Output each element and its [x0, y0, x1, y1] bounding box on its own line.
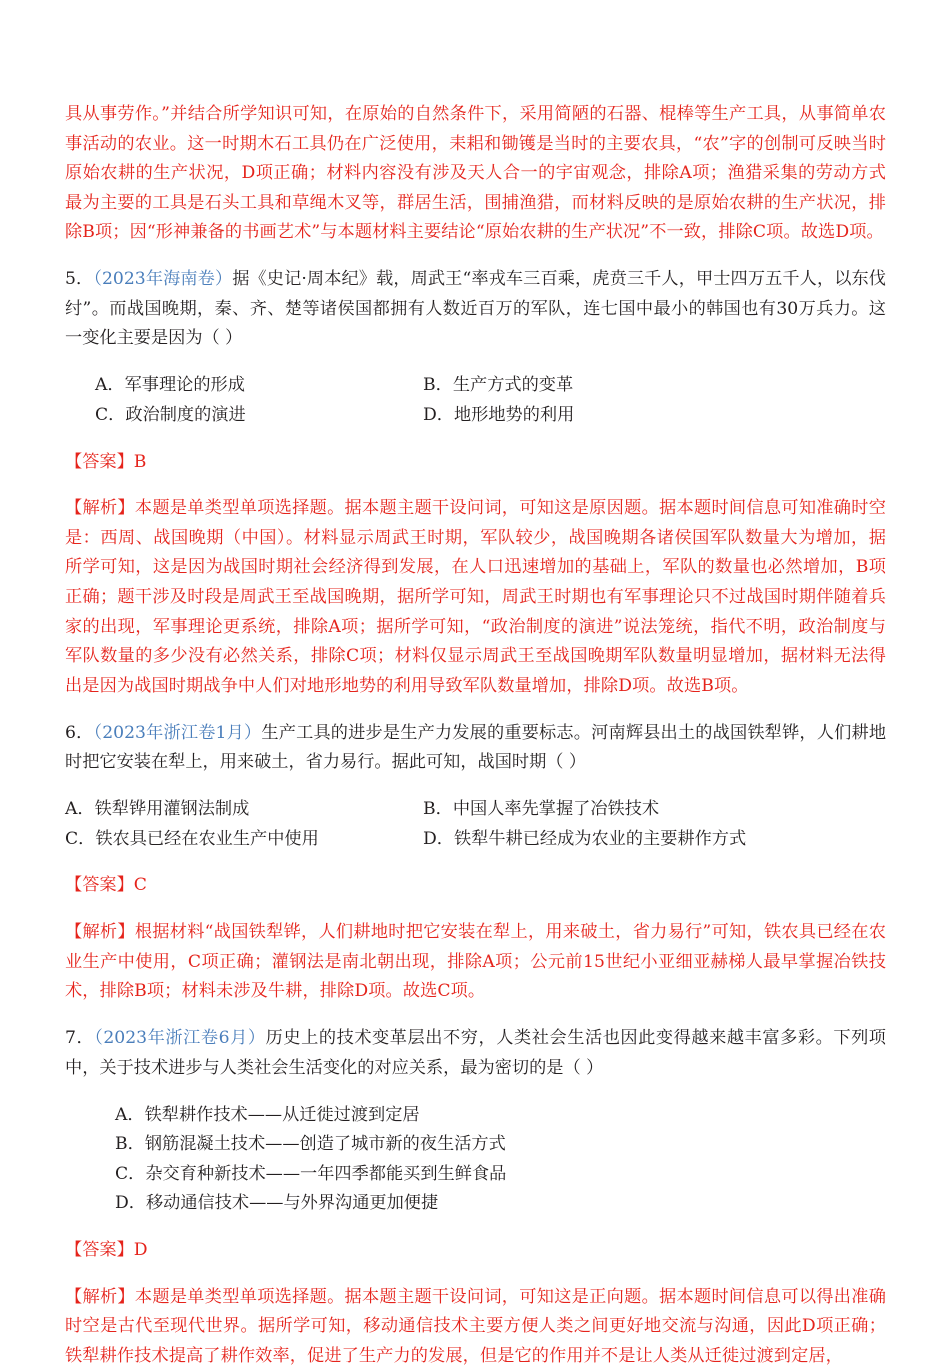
option-5-a[interactable] [65, 371, 423, 401]
option-text: 铁犁牛耕已经成为农业的主要耕作方式 [453, 828, 747, 849]
option-7-b[interactable] [115, 1130, 886, 1160]
question-stem-5 [65, 265, 886, 354]
options-5 [65, 371, 886, 430]
answer-line-7 [65, 1236, 886, 1266]
analysis-7 [65, 1283, 886, 1372]
option-6-d[interactable] [423, 825, 746, 855]
option-letter: C． [65, 828, 96, 849]
answer-value-5: B [133, 451, 147, 472]
question-number-5: 5． [65, 269, 94, 290]
question-source-5: （2023年海南卷） [93, 269, 233, 290]
option-6-b[interactable] [423, 795, 659, 825]
question-stem-6 [65, 719, 886, 778]
option-7-d[interactable] [115, 1189, 886, 1219]
document-body [65, 100, 886, 1372]
option-letter: D． [423, 404, 454, 425]
question-number-7: 7． [65, 1028, 95, 1049]
option-letter: A． [95, 375, 125, 396]
option-7-a[interactable] [115, 1101, 886, 1131]
option-text: 铁犁耕作技术——从迁徙过渡到定居 [144, 1104, 420, 1125]
analysis-tag: 【解析】 [65, 922, 135, 943]
options-6 [65, 795, 886, 854]
answer-tag: 【答案】 [65, 451, 134, 472]
question-number-6: 6． [65, 722, 94, 743]
option-5-c[interactable] [65, 401, 423, 431]
option-letter: A． [115, 1104, 145, 1125]
option-text: 政治制度的演进 [125, 404, 246, 425]
option-text: 钢筋混凝土技术——创造了城市新的夜生活方式 [144, 1134, 506, 1155]
question-stem-7 [65, 1024, 886, 1083]
option-letter: C． [115, 1163, 146, 1184]
option-6-a[interactable] [65, 795, 423, 825]
option-text: 军事理论的形成 [124, 375, 245, 396]
analysis-text-5: 本题是单类型单项选择题。据本题主题干设问词，可知这是原因题。据本题时间信息可知准确时空是：西周、战国晚期（中国）。材料显示周武王时期，军队较少，战国晚期各诸侯国军队数量大为增加，据所学可知，这是因为战国时期社会经济得到发展，在人口迅速增加的基础上，军队的数量也必然增加，B项正确；题干涉及时段是周武王至战国晚期，据所学可知，周武王时期也有军事理论只不过战国时期伴随着兵家的出现，军事理论更系统，排除A项；据所学可知，“政治制度的演进”说法笼统，指代不明，政治制度与军队数量的多少没有必然关系，排除C项；材料仅显示周武王至战国晚期军队数量明显增加，据材料无法得出是因为战国时期战争中人们对地形地势的利用导致军队数量增加，排除D项。故选B项。 [65, 498, 886, 696]
question-block-5 [65, 265, 886, 701]
continued-analysis-paragraph: 具从事劳作。”并结合所学知识可知，在原始的自然条件下，采用简陋的石器、棍棒等生产工具，从事简单农事活动的农业。这一时期木石工具仍在广泛使用，耒耜和锄镬是当时的主要农具，“农”字的创制可反映当时原始农耕的生产状况，D项正确；材料内容没有涉及天人合一的宇宙观念，排除A项；渔猎采集的劳动方式最为主要的工具是石头工具和草绳木叉等，群居生活，围捕渔猎，而材料反映的是原始农耕的生产状况，排除B项；因“形神兼备的书画艺术”与本题材料主要结论“原始农耕的生产状况”不一致，排除C项。故选D项。 [65, 104, 886, 243]
analysis-5 [65, 494, 886, 701]
analysis-tag: 【解析】 [65, 498, 135, 519]
option-letter: B． [115, 1134, 145, 1155]
option-6-c[interactable] [65, 825, 423, 855]
option-row [65, 795, 886, 825]
option-row [65, 825, 886, 855]
answer-value-6: C [133, 875, 147, 896]
option-row [65, 371, 886, 401]
option-letter: D． [115, 1193, 146, 1214]
option-text: 铁农具已经在农业生产中使用 [95, 828, 319, 849]
answer-value-7: D [133, 1240, 148, 1261]
analysis-text-7: 本题是单类型单项选择题。据本题主题干设问词，可知这是正向题。据本题时间信息可以得出准确时空是古代至现代世界。据所学可知，移动通信技术主要方便人类之间更好地交流与沟通，因此D项正确；铁犁耕作技术提高了耕作效率，促进了生产力的发展，但是它的作用并不是让人类从迁徙过渡到定居， [65, 1286, 886, 1367]
option-5-d[interactable] [423, 401, 574, 431]
analysis-tag: 【解析】 [65, 1286, 135, 1307]
question-source-6: （2023年浙江卷1月） [93, 722, 262, 743]
question-block-7 [65, 1024, 886, 1372]
answer-tag: 【答案】 [65, 1240, 134, 1261]
option-letter: B． [423, 375, 453, 396]
option-letter: A． [65, 799, 95, 819]
options-7 [65, 1101, 886, 1219]
question-block-6 [65, 719, 886, 1007]
option-7-c[interactable] [115, 1160, 886, 1190]
option-letter: B． [423, 799, 453, 819]
option-text: 中国人率先掌握了冶铁技术 [452, 799, 660, 819]
question-source-7: （2023年浙江卷6月） [94, 1028, 266, 1049]
answer-line-5 [65, 448, 886, 478]
option-text: 杂交育种新技术——一年四季都能买到生鲜食品 [145, 1163, 507, 1184]
option-text: 铁犁铧用灌钢法制成 [94, 799, 250, 819]
option-text: 地形地势的利用 [453, 404, 575, 425]
option-5-b[interactable] [423, 371, 573, 401]
option-text: 移动通信技术——与外界沟通更加便捷 [145, 1193, 439, 1214]
question-text-7: 历史上的技术变革层出不穷，人类社会生活也因此变得越来越丰富多彩。下列项中，关于技术进步与人类社会生活变化的对应关系，最为密切的是（ ） [65, 1028, 886, 1078]
question-text-5: 据《史记·周本纪》载，周武王“率戎车三百乘，虎贲三千人，甲士四万五千人，以东伐纣”。而战国晚期，秦、齐、楚等诸侯国都拥有人数近百万的军队，连七国中最小的韩国也有30万兵力。这一变化主要是因为（ ） [65, 269, 886, 349]
option-text: 生产方式的变革 [452, 375, 574, 396]
option-letter: D． [423, 828, 454, 849]
answer-line-6 [65, 871, 886, 901]
question-text-6: 生产工具的进步是生产力发展的重要标志。河南辉县出土的战国铁犁铧，人们耕地时把它安装在犁上，用来破土，省力易行。据此可知，战国时期（ ） [65, 722, 887, 773]
analysis-text-6: 根据材料“战国铁犁铧，人们耕地时把它安装在犁上，用来破土，省力易行”可知，铁农具已经在农业生产中使用，C项正确；灌钢法是南北朝出现，排除A项；公元前15世纪小亚细亚赫梯人最早掌握冶铁技术，排除B项；材料未涉及牛耕，排除D项。故选C项。 [65, 922, 887, 1002]
option-row [65, 401, 886, 431]
analysis-6 [65, 918, 886, 1007]
option-letter: C． [95, 404, 126, 425]
answer-tag: 【答案】 [65, 875, 134, 896]
